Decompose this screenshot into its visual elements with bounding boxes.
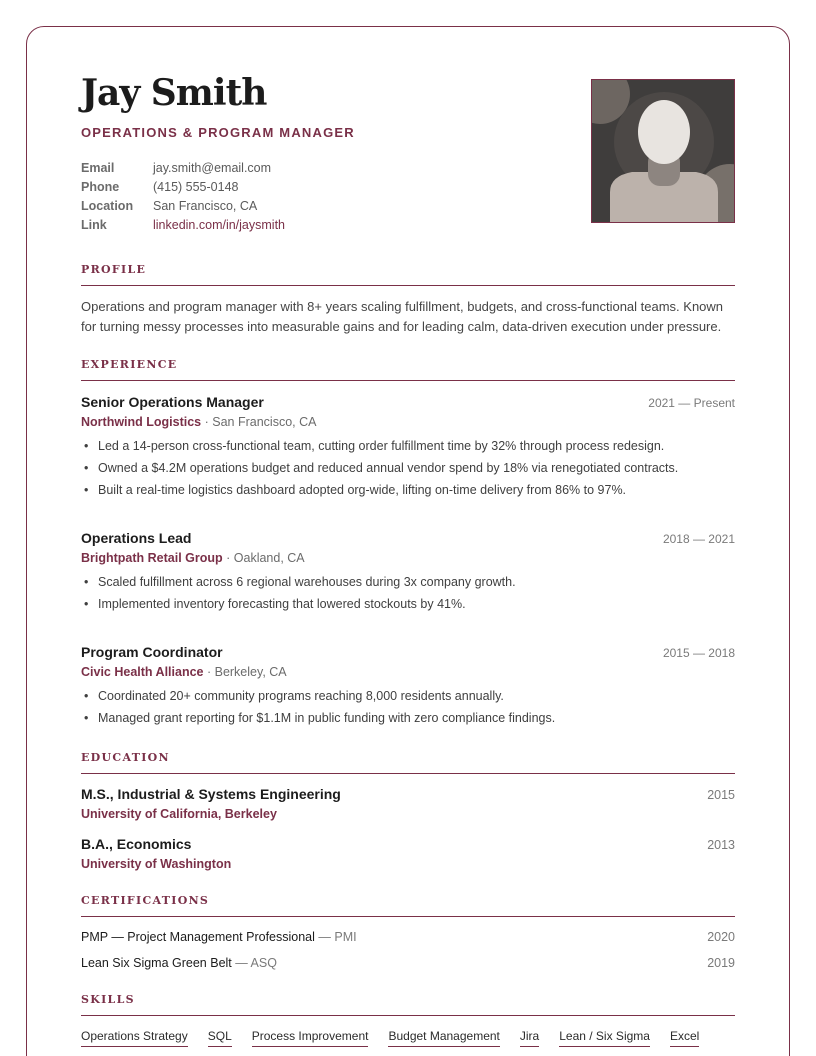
job-title: Program Coordinator — [81, 644, 223, 660]
contact-row-location — [81, 196, 285, 215]
certification-issuer: — PMI — [314, 930, 357, 944]
education-item — [81, 836, 735, 871]
bullet-item: • Coordinated 20+ community programs reaching 8,000 residents annually. — [81, 687, 735, 709]
job-dates: 2018 — 2021 — [662, 532, 735, 546]
section-title-education: EDUCATION — [81, 751, 735, 774]
contact-label: Email — [81, 160, 115, 175]
bullet-item: • Managed grant reporting for $1.1M in public funding with zero compliance findings. — [81, 709, 735, 731]
person-silhouette-icon — [592, 80, 735, 223]
experience-item — [81, 644, 735, 731]
section-title-profile: PROFILE — [81, 263, 735, 286]
email-value[interactable]: jay.smith@email.com — [153, 160, 272, 175]
bullet-item: • Owned a $4.2M operations budget and reduced annual vendor spend by 18% via renegotiated contracts. — [81, 459, 735, 481]
section-title-skills: SKILLS — [81, 993, 735, 1016]
bullet-item: • Built a real-time logistics dashboard adopted org-wide, lifting on-time delivery from 86% to 97%. — [81, 481, 735, 503]
linkedin-link[interactable]: linkedin.com/in/jaysmith — [153, 217, 285, 232]
school-name: University of California, Berkeley — [81, 807, 277, 821]
skill-tag: SQL — [208, 1029, 232, 1047]
section-title-certifications: CERTIFICATIONS — [81, 894, 735, 917]
candidate-role: OPERATIONS & PROGRAM MANAGER — [81, 125, 355, 140]
job-dates: 2021 — Present — [648, 396, 735, 410]
school-name: University of Washington — [81, 857, 232, 871]
contact-block — [81, 158, 285, 234]
phone-value: (415) 555-0148 — [153, 179, 239, 194]
experience-item — [81, 394, 735, 503]
job-title: Senior Operations Manager — [81, 394, 264, 410]
graduation-year: 2013 — [707, 838, 735, 852]
job-dates: 2015 — 2018 — [662, 646, 735, 660]
job-bullets — [81, 687, 735, 731]
certification-item — [81, 956, 735, 970]
location-value: San Francisco, CA — [153, 198, 258, 213]
skill-tag: Excel — [670, 1029, 699, 1047]
certification-item — [81, 930, 735, 944]
company-name: Brightpath Retail Group — [81, 551, 223, 565]
certification-name: PMP — Project Management Professional — [81, 930, 315, 944]
contact-label: Location — [81, 198, 134, 213]
certification-name: Lean Six Sigma Green Belt — [81, 956, 232, 970]
contact-row-email — [81, 158, 285, 177]
certification-issuer: — ASQ — [231, 956, 277, 970]
profile-summary: Operations and program manager with 8+ years scaling fulfillment, budgets, and cross-functional teams. Known for turning messy processes into measurable gains and for leading calm, data-driven execution under pressure. — [81, 299, 724, 334]
skill-tag: Operations Strategy — [81, 1029, 188, 1047]
degree: B.A., Economics — [81, 836, 192, 852]
candidate-name: Jay Smith — [81, 72, 267, 114]
company-location: · Berkeley, CA — [203, 665, 287, 679]
degree: M.S., Industrial & Systems Engineering — [81, 786, 341, 802]
company-name: Civic Health Alliance — [81, 665, 204, 679]
profile-photo — [591, 79, 735, 223]
skill-tag: Lean / Six Sigma — [559, 1029, 650, 1047]
job-bullets — [81, 573, 735, 617]
contact-row-link — [81, 215, 285, 234]
job-title: Operations Lead — [81, 530, 192, 546]
contact-label: Link — [81, 217, 107, 232]
bullet-item: • Scaled fulfillment across 6 regional warehouses during 3x company growth. — [81, 573, 735, 595]
job-bullets — [81, 437, 735, 503]
skill-tag: Process Improvement — [252, 1029, 369, 1047]
education-item — [81, 786, 735, 821]
section-title-experience: EXPERIENCE — [81, 358, 735, 381]
contact-row-phone — [81, 177, 285, 196]
company-location: · Oakland, CA — [222, 551, 305, 565]
skill-tag: Jira — [520, 1029, 539, 1047]
bullet-item: • Implemented inventory forecasting that lowered stockouts by 41%. — [81, 595, 735, 617]
company-name: Northwind Logistics — [81, 415, 202, 429]
skills-list — [81, 1029, 699, 1047]
skill-tag: Budget Management — [388, 1029, 499, 1047]
bullet-item: • Led a 14-person cross-functional team, cutting order fulfillment time by 32% through process redesign. — [81, 437, 735, 459]
certification-year: 2020 — [707, 930, 735, 944]
certification-year: 2019 — [707, 956, 735, 970]
experience-item — [81, 530, 735, 617]
company-location: · San Francisco, CA — [201, 415, 317, 429]
graduation-year: 2015 — [707, 788, 735, 802]
contact-label: Phone — [81, 179, 120, 194]
